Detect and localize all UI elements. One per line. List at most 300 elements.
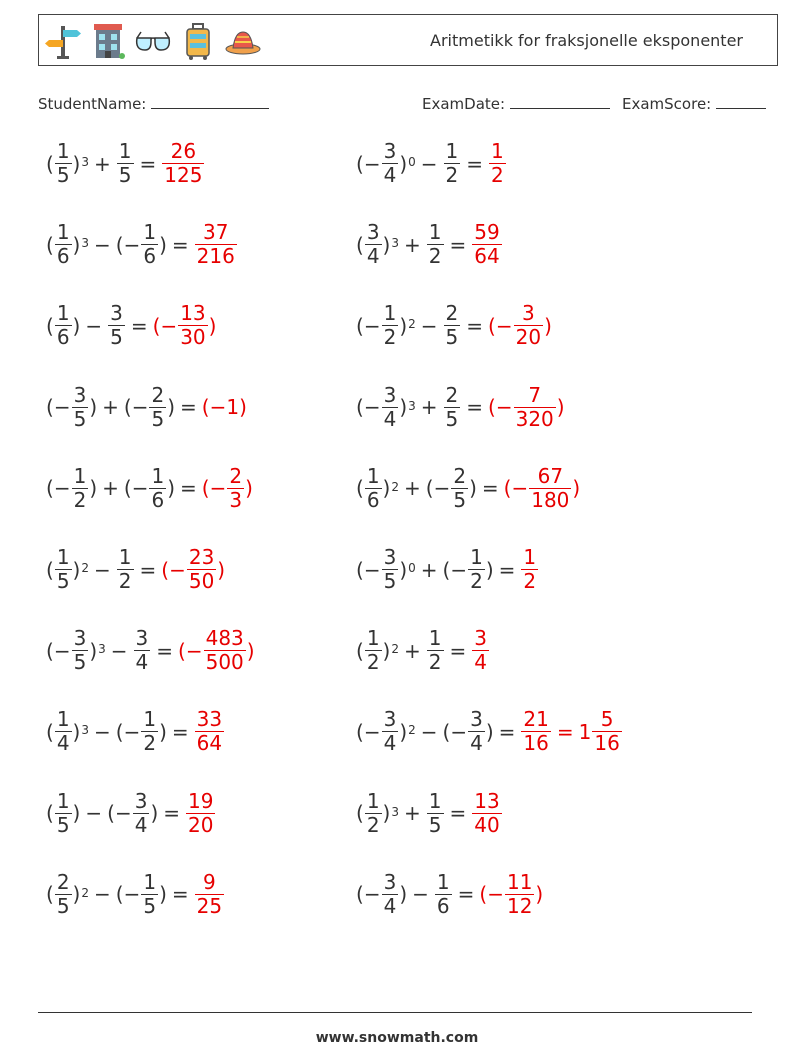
expr-operator: −: [94, 882, 111, 907]
expr-denominator: 4: [134, 812, 148, 837]
expr-numerator: 1: [56, 707, 70, 732]
expr-denominator: 5: [56, 569, 70, 593]
answer-denominator: 30: [180, 325, 206, 350]
expr-text: −: [363, 395, 381, 420]
problem-answer: [471, 628, 490, 673]
expr-denominator: 6: [56, 325, 70, 350]
problem-answer: [202, 395, 247, 419]
problem-expression: [46, 463, 202, 512]
answer-close-paren: ): [246, 638, 255, 663]
problem-18: [356, 788, 503, 837]
expr-fraction: [427, 222, 444, 267]
expr-operator: +: [404, 476, 421, 501]
answer-text: −: [487, 882, 504, 907]
expr-fraction: [72, 382, 89, 431]
expr-numerator: 3: [383, 139, 397, 163]
expr-numerator: 2: [56, 869, 70, 894]
expr-operator: −: [420, 719, 438, 744]
expr-operator: =: [449, 801, 467, 826]
expr-open-paren: (: [115, 882, 124, 907]
expr-fraction: [55, 709, 72, 754]
answer-open-paren: (: [488, 395, 496, 420]
problem-12: [356, 547, 539, 592]
expr-denominator: 5: [151, 406, 165, 431]
expr-close-paren: ): [382, 638, 391, 663]
expr-open-paren: (: [46, 395, 54, 420]
footer-url: www.snowmath.com: [315, 1030, 479, 1046]
answer-text: −: [209, 476, 227, 501]
answer-fraction: [195, 222, 237, 267]
expr-numerator: 3: [135, 626, 149, 651]
expr-operator: −: [94, 232, 111, 257]
answer-denominator: 16: [594, 731, 620, 756]
expr-fraction: [72, 463, 89, 512]
expr-denominator: 6: [436, 893, 450, 918]
problem-expression: [46, 303, 153, 348]
expr-operator: =: [180, 476, 197, 501]
answer-text: −: [495, 395, 513, 420]
expr-fraction: [451, 463, 468, 512]
exam-score-label: ExamScore:: [622, 95, 712, 113]
problem-6: [356, 303, 552, 348]
problem-answer: [161, 547, 225, 592]
expr-fraction: [365, 628, 382, 673]
exam-score-blank: [716, 94, 766, 109]
problem-answer: [194, 222, 238, 267]
expr-operator: =: [481, 476, 499, 501]
answer-denominator: 50: [188, 569, 215, 593]
expr-operator: =: [171, 232, 189, 257]
expr-denominator: 2: [445, 163, 459, 187]
problem-1: [46, 141, 205, 186]
expr-close-paren: ): [72, 151, 81, 176]
answer-numerator: 483: [205, 626, 244, 651]
expr-operator: =: [171, 882, 189, 907]
answer-fraction: [187, 547, 216, 592]
expr-operator: −: [420, 151, 438, 176]
expr-numerator: 3: [110, 301, 123, 326]
expr-operator: =: [163, 801, 181, 826]
expr-text: −: [363, 557, 381, 582]
answer-text: 1: [578, 719, 592, 744]
expr-operator: =: [449, 232, 467, 257]
answer-fraction: [472, 222, 501, 267]
problem-11: [46, 547, 225, 592]
expr-text: −: [450, 719, 468, 744]
expr-numerator: 1: [428, 626, 442, 651]
expr-open-paren: (: [46, 476, 54, 501]
expr-fraction: [382, 709, 399, 754]
problem-expression: [46, 382, 202, 431]
answer-fraction: [472, 788, 501, 837]
answer-denominator: 2: [523, 569, 537, 593]
student-name-blank: [151, 94, 269, 109]
expr-operator: −: [420, 313, 438, 338]
problem-answer: [178, 628, 255, 673]
expr-close-paren: ): [159, 882, 167, 907]
answer-denominator: 20: [515, 325, 542, 350]
expr-text: −: [363, 882, 381, 907]
expr-denominator: 6: [56, 244, 70, 269]
problem-answer: [488, 382, 565, 431]
problem-15: [46, 709, 225, 754]
answer-close-paren: ): [245, 476, 253, 501]
expr-open-paren: (: [356, 719, 364, 744]
expr-numerator: 3: [470, 707, 483, 732]
expr-fraction: [427, 628, 444, 673]
answer-open-paren: (: [503, 476, 512, 501]
expr-close-paren: ): [399, 882, 408, 907]
expr-close-paren: ): [150, 801, 159, 826]
answer-denominator: 16: [523, 731, 549, 756]
answer-denominator: 2: [491, 163, 504, 187]
answer-numerator: 3: [521, 301, 535, 326]
exam-date-field: [422, 94, 610, 113]
answer-open-paren: (: [488, 313, 496, 338]
expr-open-paren: (: [442, 557, 451, 582]
expr-open-paren: (: [107, 801, 115, 826]
expr-exponent: 2: [408, 317, 416, 332]
problem-expression: [356, 547, 520, 592]
problem-answer: [488, 141, 507, 186]
expr-numerator: 2: [151, 382, 165, 407]
expr-fraction: [72, 628, 89, 673]
expr-numerator: 1: [470, 545, 483, 569]
answer-fraction: [195, 709, 224, 754]
answer-close-paren: ): [535, 882, 544, 907]
expr-open-paren: (: [356, 151, 364, 176]
expr-denominator: 2: [428, 650, 442, 675]
expr-open-paren: (: [356, 882, 364, 907]
expr-fraction: [149, 463, 166, 512]
expr-text: −: [131, 476, 149, 501]
expr-text: −: [433, 476, 451, 501]
expr-text: −: [53, 476, 71, 501]
expr-fraction: [444, 303, 461, 348]
answer-numerator: 23: [188, 545, 215, 569]
expr-fraction: [382, 303, 399, 348]
expr-open-paren: (: [46, 801, 54, 826]
expr-operator: =: [498, 557, 516, 582]
exam-date-blank: [510, 94, 610, 109]
expr-operator: =: [130, 313, 148, 338]
expr-text: −: [363, 313, 381, 338]
expr-numerator: 3: [366, 220, 380, 245]
expr-text: −: [123, 882, 141, 907]
expr-text: −: [123, 232, 141, 257]
expr-fraction: [382, 547, 399, 592]
problem-5: [46, 303, 216, 348]
expr-exponent: 2: [391, 642, 399, 657]
answer-denominator: 4: [474, 650, 487, 675]
problem-8: [356, 382, 565, 431]
expr-fraction: [141, 869, 158, 918]
expr-open-paren: (: [356, 232, 364, 257]
problem-expression: [46, 628, 178, 673]
expr-fraction: [117, 141, 134, 186]
expr-denominator: 5: [56, 893, 70, 918]
expr-text: −: [53, 638, 71, 663]
answer-fraction: [521, 709, 550, 754]
expr-text: −: [123, 719, 141, 744]
expr-numerator: 1: [56, 788, 70, 813]
expr-operator: +: [404, 232, 421, 257]
expr-close-paren: ): [89, 395, 98, 420]
answer-denominator: 12: [506, 893, 533, 918]
answer-operator: =: [556, 719, 574, 744]
expr-operator: =: [171, 719, 189, 744]
problem-13: [46, 628, 255, 673]
expr-denominator: 2: [118, 569, 132, 593]
answer-numerator: 13: [180, 301, 206, 326]
expr-open-paren: (: [123, 476, 132, 501]
answer-denominator: 25: [196, 893, 223, 918]
expr-fraction: [55, 869, 72, 918]
answer-text: −: [160, 313, 178, 338]
expr-fraction: [382, 141, 399, 186]
expr-fraction: [141, 709, 158, 754]
answer-numerator: 33: [196, 707, 223, 732]
expr-denominator: 4: [366, 244, 380, 269]
expr-operator: −: [85, 313, 103, 338]
problem-expression: [356, 709, 520, 754]
expr-operator: −: [412, 882, 429, 907]
answer-fraction: [162, 141, 204, 186]
expr-close-paren: ): [89, 476, 98, 501]
expr-denominator: 2: [366, 650, 380, 675]
expr-numerator: 3: [383, 545, 397, 569]
answer-close-paren: ): [572, 476, 581, 501]
exam-score-field: [622, 94, 766, 113]
expr-open-paren: (: [115, 719, 124, 744]
expr-denominator: 5: [445, 325, 459, 350]
expr-exponent: 2: [408, 723, 416, 738]
expr-open-paren: (: [46, 557, 54, 582]
problem-expression: [46, 547, 161, 592]
answer-denominator: 216: [196, 244, 235, 269]
expr-open-paren: (: [442, 719, 451, 744]
expr-text: −: [363, 719, 381, 744]
answer-denominator: 20: [188, 812, 214, 837]
answer-text: −: [511, 476, 529, 501]
answer-numerator: 13: [474, 788, 500, 813]
answer-denominator: 500: [205, 650, 244, 675]
expr-open-paren: (: [356, 801, 364, 826]
expr-operator: =: [466, 151, 484, 176]
answer-numerator: 3: [474, 626, 487, 651]
answer-text: (−1): [201, 395, 247, 420]
expr-text: −: [131, 395, 149, 420]
answer-numerator: 11: [506, 869, 533, 894]
answer-close-paren: ): [544, 313, 552, 338]
answer-denominator: 40: [474, 812, 500, 837]
expr-numerator: 3: [383, 382, 397, 407]
expr-text: −: [450, 557, 468, 582]
answer-fraction: [204, 628, 246, 673]
expr-denominator: 5: [445, 406, 459, 431]
expr-numerator: 1: [56, 220, 70, 245]
problem-answer: [520, 709, 622, 754]
expr-denominator: 5: [143, 893, 157, 918]
expr-operator: −: [85, 801, 103, 826]
expr-denominator: 2: [428, 244, 442, 269]
expr-denominator: 2: [470, 569, 483, 593]
expr-numerator: 2: [453, 463, 467, 488]
problem-answer: [479, 869, 544, 918]
expr-operator: −: [110, 638, 128, 663]
answer-numerator: 7: [528, 382, 542, 407]
problem-expression: [46, 869, 194, 918]
expr-numerator: 3: [383, 707, 397, 732]
expr-numerator: 2: [445, 301, 459, 326]
expr-denominator: 4: [135, 650, 149, 675]
answer-text: −: [185, 638, 203, 663]
expr-open-paren: (: [46, 719, 54, 744]
expr-denominator: 6: [151, 487, 165, 512]
expr-fraction: [468, 547, 485, 592]
expr-close-paren: ): [159, 719, 167, 744]
answer-fraction: [195, 869, 224, 918]
expr-numerator: 1: [366, 788, 380, 813]
expr-numerator: 1: [366, 626, 380, 651]
expr-denominator: 4: [383, 731, 397, 756]
expr-denominator: 5: [73, 650, 87, 675]
answer-fraction: [472, 628, 489, 673]
problem-answer: [488, 303, 552, 348]
expr-open-paren: (: [425, 476, 434, 501]
answer-fraction: [514, 303, 543, 348]
expr-numerator: 1: [428, 220, 442, 245]
problem-answer: [194, 709, 225, 754]
expr-close-paren: ): [382, 476, 391, 501]
expr-denominator: 2: [366, 812, 380, 837]
expr-close-paren: ): [72, 557, 81, 582]
answer-denominator: 320: [515, 406, 554, 431]
problem-answer: [471, 222, 502, 267]
problem-answer: [194, 869, 225, 918]
expr-close-paren: ): [167, 395, 176, 420]
expr-numerator: 1: [428, 788, 442, 813]
expr-fraction: [365, 463, 382, 512]
expr-numerator: 1: [73, 463, 87, 488]
expr-close-paren: ): [72, 882, 81, 907]
expr-fraction: [365, 222, 382, 267]
answer-fraction: [178, 303, 207, 348]
expr-denominator: 4: [56, 731, 70, 756]
answer-open-paren: (: [161, 557, 170, 582]
problem-expression: [356, 788, 471, 837]
expr-open-paren: (: [46, 313, 54, 338]
exam-date-label: ExamDate:: [422, 95, 506, 113]
expr-fraction: [55, 303, 72, 348]
problem-9: [46, 463, 253, 512]
expr-open-paren: (: [123, 395, 132, 420]
expr-exponent: 3: [81, 723, 89, 738]
expr-numerator: 2: [445, 382, 459, 407]
expr-exponent: 2: [81, 885, 89, 900]
sunglasses-icon: [135, 22, 171, 60]
expr-open-paren: (: [356, 395, 364, 420]
answer-fraction: [592, 709, 621, 754]
expr-operator: =: [180, 395, 197, 420]
answer-numerator: 21: [523, 707, 549, 732]
expr-denominator: 2: [143, 731, 157, 756]
expr-close-paren: ): [167, 476, 176, 501]
problem-17: [46, 788, 216, 837]
expr-fraction: [365, 788, 382, 837]
expr-exponent: 3: [81, 155, 89, 169]
problem-expression: [356, 382, 488, 431]
expr-denominator: 2: [73, 487, 87, 512]
answer-fraction: [529, 463, 571, 512]
expr-open-paren: (: [356, 476, 364, 501]
expr-numerator: 3: [383, 869, 397, 894]
worksheet-header: [38, 14, 778, 66]
expr-fraction: [468, 709, 485, 754]
expr-exponent: 0: [408, 155, 416, 169]
answer-close-paren: ): [556, 395, 565, 420]
expr-fraction: [134, 628, 151, 673]
problem-expression: [356, 303, 488, 348]
answer-numerator: 1: [491, 139, 504, 163]
expr-numerator: 3: [134, 788, 148, 813]
signpost-icon: [45, 22, 81, 60]
expr-operator: =: [139, 557, 157, 582]
expr-denominator: 4: [383, 893, 397, 918]
problem-2: [356, 141, 507, 186]
answer-open-paren: (: [479, 882, 488, 907]
expr-fraction: [133, 788, 150, 837]
expr-denominator: 5: [56, 163, 70, 187]
expr-close-paren: ): [159, 232, 167, 257]
answer-numerator: 2: [229, 463, 243, 488]
expr-close-paren: ): [382, 232, 391, 257]
answer-fraction: [227, 463, 244, 512]
expr-fraction: [382, 869, 399, 918]
problem-expression: [46, 141, 161, 186]
answer-denominator: 3: [229, 487, 243, 512]
expr-numerator: 1: [118, 545, 132, 569]
expr-close-paren: ): [469, 476, 477, 501]
answer-fraction: [489, 141, 506, 186]
answer-close-paren: ): [208, 313, 217, 338]
expr-operator: =: [498, 719, 516, 744]
expr-denominator: 4: [383, 163, 397, 187]
expr-operator: +: [404, 638, 421, 663]
expr-operator: =: [466, 395, 484, 420]
expr-exponent: 3: [391, 236, 399, 251]
expr-numerator: 1: [366, 463, 380, 488]
problem-expression: [356, 141, 488, 186]
expr-text: −: [114, 801, 132, 826]
worksheet-title: Aritmetikk for fraksjonelle eksponenter: [430, 31, 743, 50]
problem-expression: [356, 463, 504, 512]
expr-denominator: 6: [143, 244, 157, 269]
expr-denominator: 4: [383, 406, 397, 431]
expr-denominator: 5: [118, 163, 132, 187]
expr-fraction: [55, 222, 72, 267]
header-icons: [45, 21, 261, 61]
expr-denominator: 5: [73, 406, 87, 431]
expr-fraction: [444, 382, 461, 431]
expr-operator: +: [102, 395, 119, 420]
expr-fraction: [117, 547, 134, 592]
expr-open-paren: (: [115, 232, 124, 257]
problem-expression: [356, 869, 479, 918]
answer-text: −: [169, 557, 186, 582]
expr-fraction: [141, 222, 158, 267]
answer-denominator: 64: [196, 731, 223, 756]
